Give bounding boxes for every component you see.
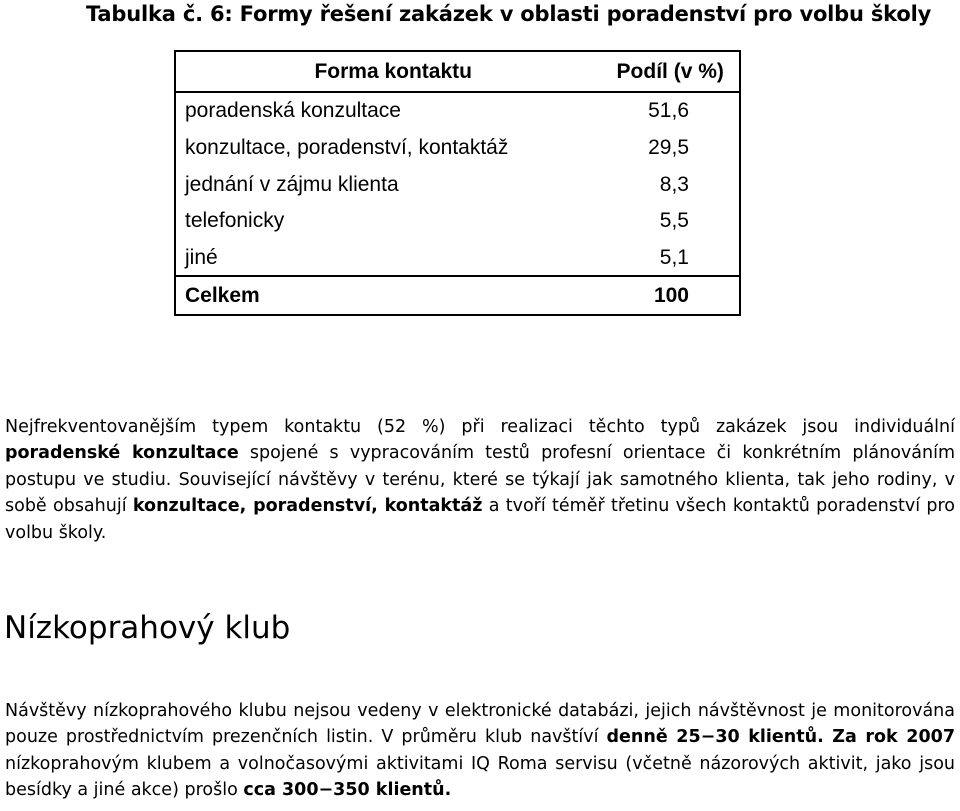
emphasis-text: cca 300−350 klientů. [243, 780, 452, 800]
table-header-row [175, 51, 740, 92]
row-value: 51,6 [648, 99, 689, 123]
column-header-form: Forma kontaktu [175, 51, 601, 92]
row-label: konzultace, poradenství, kontaktáž [185, 136, 509, 159]
row-label: poradenská konzultace [185, 99, 401, 123]
row-label: telefonicky [185, 209, 285, 233]
row-value: 5,5 [659, 209, 689, 233]
table-row [175, 129, 740, 166]
paragraph-text: nízkoprahovým klubem a volnočasovými aktivitami IQ Roma servisu (včetně názorových aktivit, jako jsou besídky a jiné akce) prošlo [5, 753, 955, 800]
emphasis-text: denně 25−30 klientů. Za rok 2007 [606, 727, 955, 747]
table-caption: Tabulka č. 6: Formy řešení zakázek v oblasti poradenství pro volbu školy [86, 2, 932, 26]
paragraph-text: a tvoří téměř třetinu všech kontaktů poradenství pro volbu školy. [5, 496, 955, 543]
table-row [175, 92, 740, 130]
row-value: 8,3 [659, 172, 689, 196]
emphasis-text: poradenské konzultace [5, 443, 239, 463]
paragraph-text: Nejfrekventovanějším typem kontaktu (52 %) při realizaci těchto typů zakázek jsou individuální [5, 416, 955, 437]
column-header-share: Podíl (v %) [601, 51, 740, 92]
paragraph-text: Návštěvy nízkoprahového klubu nejsou vedeny v elektronické databázi, jejich návštěvnost je monitorována pouze prostřednictvím prezenčních listin. V průměru klub navštíví [5, 700, 955, 747]
contact-forms-table [174, 50, 741, 316]
table-row [175, 239, 740, 277]
total-value: 100 [601, 276, 740, 315]
emphasis-text: konzultace, poradenství, kontaktáž [132, 496, 483, 516]
row-value: 29,5 [648, 136, 689, 159]
row-label: jiné [185, 245, 218, 269]
section-heading: Nízkoprahový klub [4, 610, 291, 646]
table-total-row [175, 276, 740, 315]
table-row [175, 166, 740, 203]
row-label: jednání v zájmu klienta [185, 172, 399, 196]
paragraph-club [5, 698, 955, 804]
row-value: 5,1 [659, 245, 689, 269]
paragraph-contact-types [5, 414, 955, 547]
paragraph-text: spojené s vypracováním testů profesní orientace či konkrétním plánováním postupu ve studiu. Související návštěvy v terénu, které se týkají jak samotného klienta, tak jeho rodiny, v sobě obsahují [5, 443, 955, 516]
total-label: Celkem [175, 276, 601, 315]
table-row [175, 202, 740, 239]
